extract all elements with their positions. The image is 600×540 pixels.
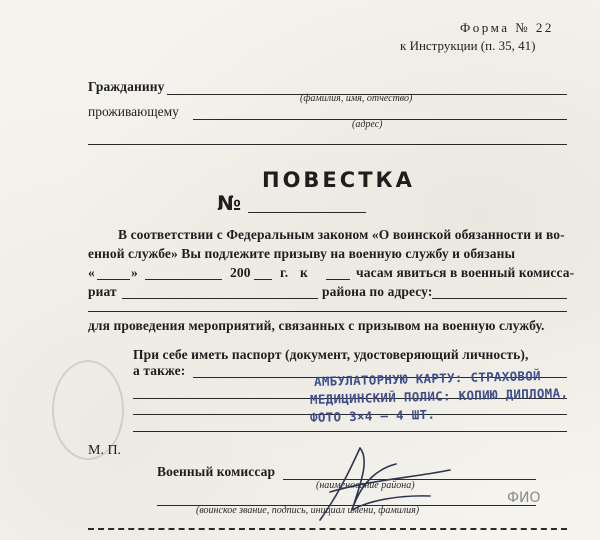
- summons-title: ПОВЕСТКА: [262, 168, 415, 192]
- bring-line-2: а также:: [133, 363, 186, 378]
- hour-blank: [326, 279, 350, 280]
- tear-off-line: [88, 528, 567, 530]
- items-line-4: [133, 431, 567, 432]
- stamp-line-2: МЕДИЦИНСКИЙ ПОЛИС: КОПИЮ ДИПЛОМА,: [309, 385, 569, 407]
- body-line-2: енной службе» Вы подлежите призыву на военную службу и обязаны: [88, 246, 516, 261]
- district-caption: (наименование района): [316, 480, 415, 491]
- commissariat-blank: [122, 298, 318, 299]
- date-open-quote: «: [88, 265, 95, 280]
- stamp-line-3: ФОТО 3×4 — 4 ШТ.: [309, 406, 436, 425]
- month-blank: [145, 279, 222, 280]
- address-blank-1: [432, 298, 567, 299]
- fio-watermark: ФИО: [507, 490, 541, 506]
- purpose-line: для проведения мероприятий, связанных с призывом на военную службу.: [88, 318, 545, 333]
- handwritten-signature: [300, 440, 460, 530]
- residing-label: проживающему: [88, 104, 179, 119]
- hour-preposition: к: [300, 265, 308, 280]
- body-line-4-tail: района по адресу:: [322, 284, 433, 299]
- body-line-4-start: риат: [88, 284, 117, 299]
- stamp-line-1: АМБУЛАТОРНУЮ КАРТУ: СТРАХОВОЙ: [313, 368, 542, 389]
- citizen-caption: (фамилия, имя, отчество): [300, 93, 413, 104]
- year-suffix: г.: [280, 265, 289, 280]
- address-blank-2: [88, 311, 567, 312]
- date-close-quote: »: [131, 265, 138, 280]
- body-line-3-tail: часам явиться в военный комисса-: [356, 265, 575, 280]
- number-sign: №: [217, 191, 242, 215]
- seal-place-label: М. П.: [88, 443, 122, 458]
- rank-caption: (воинское звание, подпись, инициал имени, фамилия): [196, 505, 420, 516]
- address-line-2: [88, 144, 567, 145]
- day-blank: [97, 279, 130, 280]
- citizen-label: Гражданину: [88, 79, 165, 94]
- commissar-label: Военный комиссар: [157, 464, 276, 479]
- form-number: Форма № 22: [460, 20, 554, 35]
- year-blank: [254, 279, 272, 280]
- summons-number-line: [248, 212, 366, 213]
- instruction-reference: к Инструкции (п. 35, 41): [400, 38, 536, 53]
- body-line-1: В соответствии с Федеральным законом «О воинской обязанности и во-: [118, 227, 565, 242]
- bring-line-1: При себе иметь паспорт (документ, удостоверяющий личность),: [133, 347, 529, 362]
- year-prefix: 200: [230, 265, 251, 280]
- address-caption: (адрес): [352, 119, 383, 130]
